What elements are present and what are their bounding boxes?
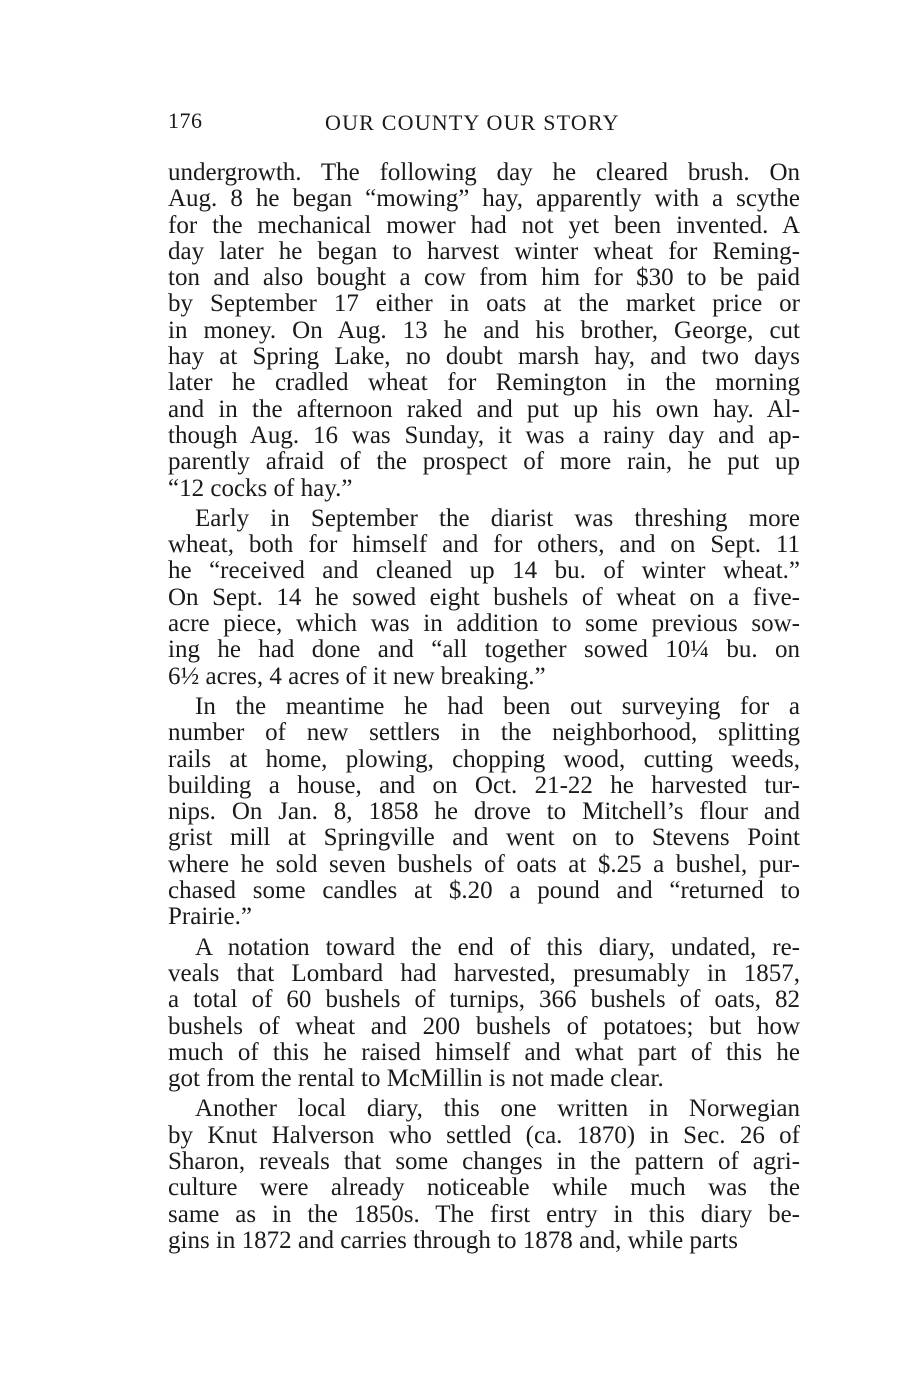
text-line: grist mill at Springville and went on to Stevens Point: [168, 824, 800, 852]
text-line: much of this he raised himself and what part of this he: [168, 1038, 800, 1066]
text-line: number of new settlers in the neighborhood, splitting: [168, 719, 800, 747]
text-line: A notation toward the end of this diary, undated, re-: [195, 933, 800, 961]
paragraph: [168, 506, 800, 690]
page-header: [168, 108, 798, 144]
text-line: nips. On Jan. 8, 1858 he drove to Mitchell’s flour and: [168, 798, 800, 826]
text-line: by Knut Halverson who settled (ca. 1870) in Sec. 26 of: [168, 1121, 800, 1149]
text-line: ton and also bought a cow from him for $30 to be paid: [168, 264, 800, 292]
text-line: chased some candles at $.20 a pound and “returned to: [168, 877, 800, 905]
text-line: building a house, and on Oct. 21-22 he harvested tur-: [168, 771, 800, 799]
paragraph: [168, 935, 800, 1093]
text-line: ing he had done and “all together sowed 10¼ bu. on: [168, 636, 800, 664]
body-text: [168, 160, 800, 1254]
text-line: “12 cocks of hay.”: [168, 474, 353, 502]
text-line: later he cradled wheat for Remington in the morning: [168, 369, 800, 397]
text-line: Early in September the diarist was threshing more: [195, 504, 800, 532]
text-line: bushels of wheat and 200 bushels of potatoes; but how: [168, 1012, 800, 1040]
text-line: In the meantime he had been out surveying for a: [195, 692, 800, 720]
paragraph: [168, 1096, 800, 1254]
text-line: hay at Spring Lake, no doubt marsh hay, and two days: [168, 343, 800, 371]
text-line: culture were already noticeable while much was the: [168, 1174, 800, 1202]
page-number: 176: [168, 108, 203, 133]
paragraph: [168, 694, 800, 931]
text-line: parently afraid of the prospect of more rain, he put up: [168, 448, 800, 476]
text-line: got from the rental to McMillin is not made clear.: [168, 1065, 664, 1093]
text-line: though Aug. 16 was Sunday, it was a rainy day and ap-: [168, 421, 800, 449]
text-line: same as in the 1850s. The first entry in this diary be-: [168, 1200, 800, 1228]
text-line: On Sept. 14 he sowed eight bushels of wheat on a five-: [168, 583, 800, 611]
text-line: by September 17 either in oats at the market price or: [168, 290, 800, 318]
text-line: Another local diary, this one written in Norwegian: [195, 1095, 800, 1123]
text-line: and in the afternoon raked and put up his own hay. Al-: [168, 395, 800, 423]
text-line: Prairie.”: [168, 903, 252, 931]
text-line: where he sold seven bushels of oats at $.25 a bushel, pur-: [168, 850, 800, 878]
text-line: gins in 1872 and carries through to 1878 and, while parts: [168, 1226, 739, 1254]
text-line: Sharon, reveals that some changes in the pattern of agri-: [168, 1147, 800, 1175]
text-line: undergrowth. The following day he cleared brush. On: [168, 159, 800, 186]
text-line: day later he began to harvest winter wheat for Reming-: [168, 237, 800, 265]
text-line: wheat, both for himself and for others, and on Sept. 11: [168, 531, 800, 559]
text-line: Aug. 8 he began “mowing” hay, apparently with a scythe: [168, 185, 800, 213]
text-line: rails at home, plowing, chopping wood, cutting weeds,: [168, 745, 800, 773]
text-line: acre piece, which was in addition to some previous sow-: [168, 610, 800, 638]
text-line: veals that Lombard had harvested, presumably in 1857,: [168, 959, 800, 987]
text-line: a total of 60 bushels of turnips, 366 bushels of oats, 82: [168, 986, 800, 1014]
text-line: in money. On Aug. 13 he and his brother, George, cut: [168, 316, 800, 344]
text-line: 6½ acres, 4 acres of it new breaking.”: [168, 662, 546, 690]
text-line: he “received and cleaned up 14 bu. of winter wheat.”: [168, 557, 800, 585]
running-head: OUR COUNTY OUR STORY: [325, 110, 620, 135]
text-line: for the mechanical mower had not yet been invented. A: [168, 211, 800, 239]
paragraph: [168, 160, 800, 502]
